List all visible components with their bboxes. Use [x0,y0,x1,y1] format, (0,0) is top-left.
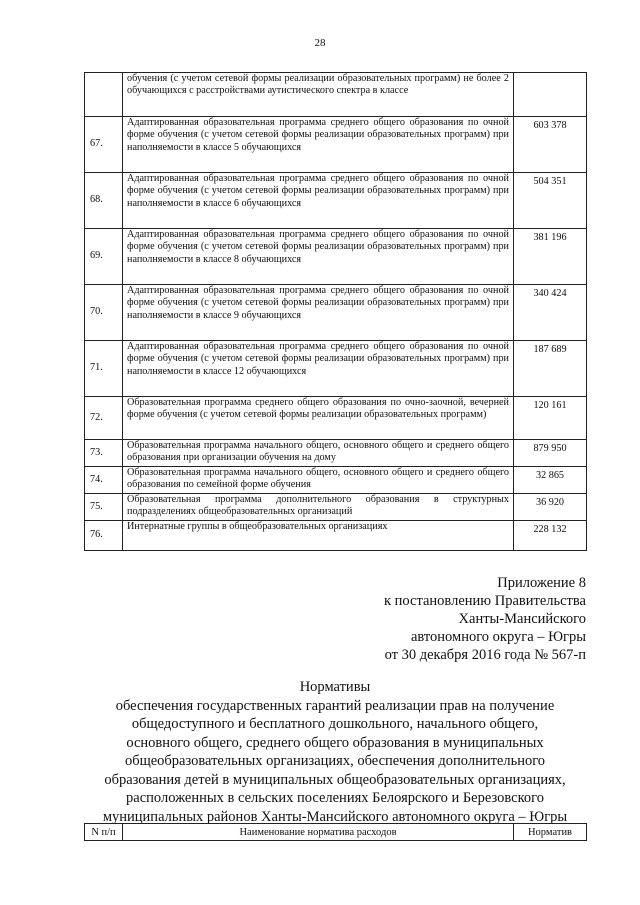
row-value: 504 351 [514,173,587,229]
appendix-title: Приложение 8 [497,575,586,591]
row-description: Адаптированная образовательная программа среднего общего образования по очной форме обучения (с учетом сетевой формы реализации образовательных программ) при наполняемости в классе 8 обучающихся [123,229,514,285]
row-value: 228 132 [514,521,587,551]
row-number: 71. [85,341,123,397]
appendix-date: от 30 декабря 2016 года № 567-п [384,647,586,663]
row-number [85,73,123,117]
normatives-table [84,72,587,551]
row-description: Адаптированная образовательная программа среднего общего образования по очной форме обучения (с учетом сетевой формы реализации образовательных программ) при наполняемости в классе 6 обучающихся [123,173,514,229]
row-value: 32 865 [514,467,587,494]
row-number: 75. [85,494,123,521]
row-value: 36 920 [514,494,587,521]
appendix-region-line2: автономного округа – Югры [410,629,586,645]
table-row [85,440,587,467]
appendix-region-line1: Ханты-Мансийского [458,611,586,627]
row-number: 68. [85,173,123,229]
title-line: обеспечения государственных гарантий реализации прав на получение [115,697,555,714]
row-description: обучения (с учетом сетевой формы реализации образовательных программ) не более 2 обучающихся с расстройствами аутистического спектра в классе [123,73,514,117]
row-number: 69. [85,229,123,285]
row-value: 603 378 [514,117,587,173]
appendix-block [300,574,586,664]
title-line: муниципальных районов Ханты-Мансийского автономного округа – Югры [102,808,568,825]
row-value: 381 196 [514,229,587,285]
row-value: 340 424 [514,285,587,341]
normatives-table-body [85,73,587,551]
normatives-header-table [84,823,587,841]
row-value: 120 161 [514,397,587,440]
row-value: 187 689 [514,341,587,397]
table-row [85,397,587,440]
table-row [85,229,587,285]
appendix-decree: к постановлению Правительства [384,593,586,609]
row-value: 879 950 [514,440,587,467]
title-line: общедоступного и бесплатного дошкольного, начального общего, [131,716,539,732]
table-row [85,173,587,229]
row-description: Адаптированная образовательная программа среднего общего образования по очной форме обучения (с учетом сетевой формы реализации образовательных программ) при наполняемости в классе 12 обучающихся [123,341,514,397]
table-row [85,521,587,551]
row-description: Образовательная программа начального общего, основного общего и среднего общего образования по семейной форме обучения [123,467,514,494]
row-number: 72. [85,397,123,440]
document-title [84,678,586,826]
table-row [85,341,587,397]
row-number: 67. [85,117,123,173]
table-row [85,117,587,173]
header-num: N п/п [85,824,123,841]
row-description: Образовательная программа начального общего, основного общего и среднего общего образования при организации обучения на дому [123,440,514,467]
header-value: Норматив [514,824,587,841]
table-row [85,494,587,521]
table-row [85,73,587,117]
row-description: Адаптированная образовательная программа среднего общего образования по очной форме обучения (с учетом сетевой формы реализации образовательных программ) при наполняемости в классе 5 обучающихся [123,117,514,173]
title-line: основного общего, среднего общего образования в муниципальных [126,734,544,751]
row-description: Образовательная программа дополнительного образования в структурных подразделениях общеобразовательных организаций [123,494,514,521]
header-name: Наименование норматива расходов [123,824,514,841]
row-number: 70. [85,285,123,341]
row-description: Адаптированная образовательная программа среднего общего образования по очной форме обучения (с учетом сетевой формы реализации образовательных программ) при наполняемости в классе 9 обучающихся [123,285,514,341]
header-row [85,824,587,841]
row-number: 76. [85,521,123,551]
title-line: расположенных в сельских поселениях Белоярского и Березовского [126,790,544,806]
title-heading: Нормативы [299,679,371,695]
title-line: образования детей в муниципальных общеобразовательных организациях, [104,771,566,788]
row-number: 74. [85,467,123,494]
page-number: 28 [314,37,326,49]
row-number: 73. [85,440,123,467]
row-value [514,73,587,117]
row-description: Образовательная программа среднего общего образования по очно-заочной, вечерней форме обучения (с учетом сетевой формы реализации образовательных программ) [123,397,514,440]
title-line: общеобразовательных организациях, обеспечения дополнительного [124,753,546,769]
row-description: Интернатные группы в общеобразовательных организациях [123,521,514,551]
table-row [85,467,587,494]
table-row [85,285,587,341]
